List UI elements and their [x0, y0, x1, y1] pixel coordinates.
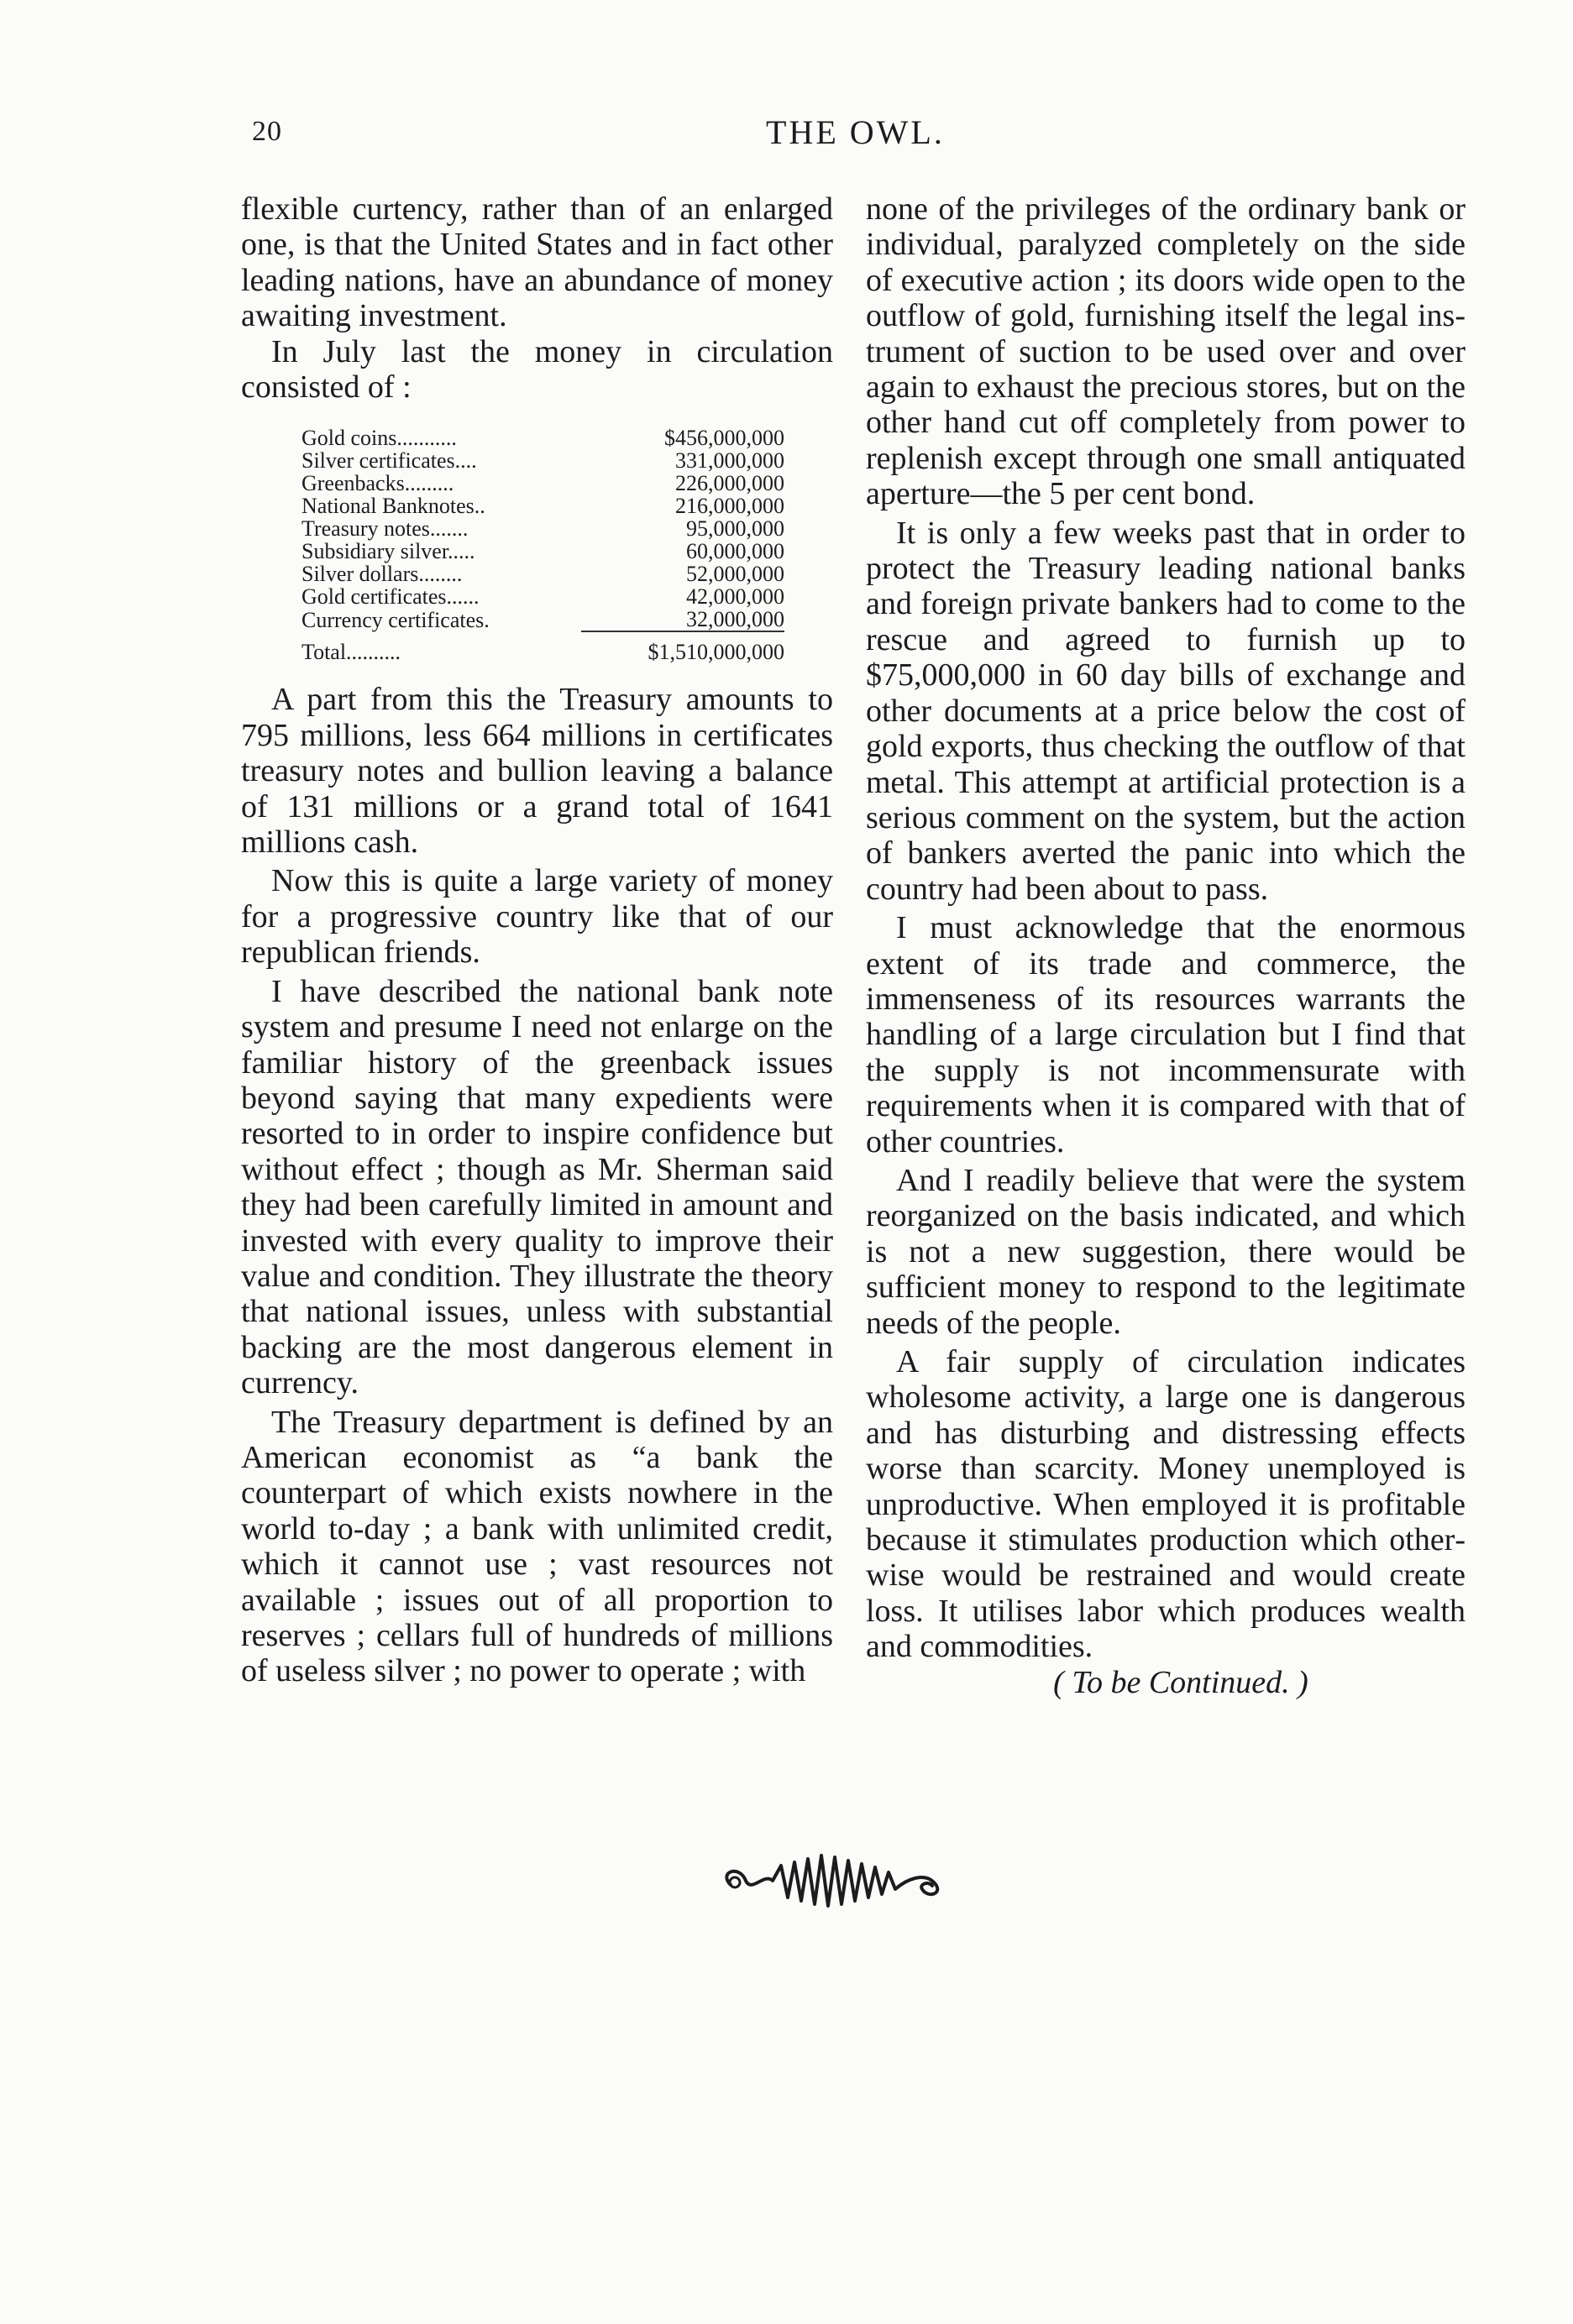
- paragraph: I have described the national bank note system and presume I need not enlarge on the familiar history of the greenback issues beyond saying that many expedients were resorted to in order to inspire confidence but without effect ; though as Mr. Sherman said they had been carefully limited in amount and invested with every quality to improve their value and condition. They illustrate the theory that national issues, unless with substantial backing are the most dangerous element in currency.: [241, 973, 833, 1401]
- money-amount: 331,000,000: [675, 448, 784, 474]
- money-amount: 42,000,000: [686, 584, 784, 610]
- money-type-label: Silver dollars........: [301, 562, 463, 587]
- paragraph: I must acknowledge that the enormous extent of its trade and commerce, the immenseness of its resources warrants the handling of a large circulation but I find that the supply is not incommensurate with requirements when it is compared with that of other countries.: [866, 910, 1466, 1159]
- paragraph: flexible curtency, rather than of an enlarged one, is that the United States and in fact other leading nations, have an abundance of money awaiting investment.: [241, 191, 833, 334]
- money-type-label: Gold coins...........: [301, 426, 457, 451]
- total-row: [301, 632, 784, 663]
- money-circulation-table: [301, 427, 784, 663]
- paragraph: A fair supply of circulation indicates wholesome activity, a large one is dangerous and has disturbing and distressing effects worse than scarcity. Money unemployed is unproductive. When employed it is profitable because it stimulates production which otherwise would be restrained and would create loss. It utilises labor which produces wealth and commodities.: [866, 1344, 1466, 1665]
- money-amount: $456,000,000: [664, 426, 784, 451]
- table-row: [301, 427, 784, 449]
- money-type-label: National Banknotes..: [301, 494, 485, 519]
- total-label: Total..........: [301, 640, 401, 665]
- table-row: [301, 449, 784, 472]
- money-type-label: Currency certificates.: [301, 607, 490, 632]
- page-number: 20: [252, 116, 282, 147]
- money-amount: 52,000,000: [686, 562, 784, 587]
- journal-title: THE OWL.: [766, 113, 945, 151]
- money-type-label: Greenbacks.........: [301, 471, 454, 496]
- table-row: [301, 472, 784, 495]
- money-type-label: Treasury notes.......: [301, 516, 469, 542]
- money-amount: 216,000,000: [675, 494, 784, 519]
- to-be-continued: ( To be Continued. ): [1053, 1664, 1308, 1700]
- paragraph: The Treasury department is defined by an American economist as “a bank the counterpart of which exists nowhere in the world to-day ; a bank with unlimited credit, which it cannot use ; vast resources not available ; issues out of all proportion to reserves ; cellars full of hundreds of millions of useless silver ; no power to operate ; with: [241, 1404, 833, 1689]
- money-type-label: Gold certificates......: [301, 584, 480, 610]
- table-row: [301, 517, 784, 540]
- money-amount: 32,000,000: [686, 607, 784, 632]
- right-column: [866, 191, 1466, 1700]
- money-type-label: Silver certificates....: [301, 448, 477, 474]
- money-amount: 60,000,000: [686, 539, 784, 564]
- paragraph: In July last the money in circulation consisted of :: [241, 333, 833, 406]
- left-column: [241, 191, 833, 1689]
- paragraph: It is only a few weeks past that in order to protect the Treasury leading national banks and foreign private bankers had to come to the rescue and agreed to furnish up to $75,000,000 in 60 day bills of exchange and other documents at a price below the cost of gold exports, thus checking the outflow of that metal. This attempt at artificial protection is a serious comment on the system, but the action of bankers averted the panic into which the country had been about to pass.: [866, 515, 1466, 907]
- money-type-label: Subsidiary silver.....: [301, 539, 475, 564]
- paragraph: And I readily believe that were the system reorganized on the basis indicated, and which is not a new suggestion, there would be sufficient money to respond to the legitimate needs of the people.: [866, 1162, 1466, 1341]
- table-row: [301, 563, 784, 585]
- table-row: [301, 495, 784, 517]
- scroll-flourish-icon: [714, 1847, 974, 1914]
- money-amount: 95,000,000: [686, 516, 784, 542]
- paragraph: none of the privileges of the ordinary bank or individual, paralyzed completely on the side of executive action ; its doors wide open to the outflow of gold, furnishing itself the legal instrument of suction to be used over and over again to exhaust the precious stores, but on the other hand cut off completely from power to replenish except through one small antiquated aperture—the 5 per cent bond.: [866, 191, 1466, 512]
- page-header: [252, 113, 1461, 166]
- table-row: [301, 585, 784, 608]
- money-amount: 226,000,000: [675, 471, 784, 496]
- paragraph: Now this is quite a large variety of money for a progressive country like that of our republican friends.: [241, 863, 833, 971]
- paragraph: A part from this the Treasury amounts to 795 millions, less 664 millions in certificates treasury notes and bullion leaving a balance of 131 millions or a grand total of 1641 millions cash.: [241, 682, 833, 861]
- total-amount: $1,510,000,000: [648, 640, 784, 665]
- table-row: [301, 540, 784, 563]
- table-row: [301, 608, 784, 631]
